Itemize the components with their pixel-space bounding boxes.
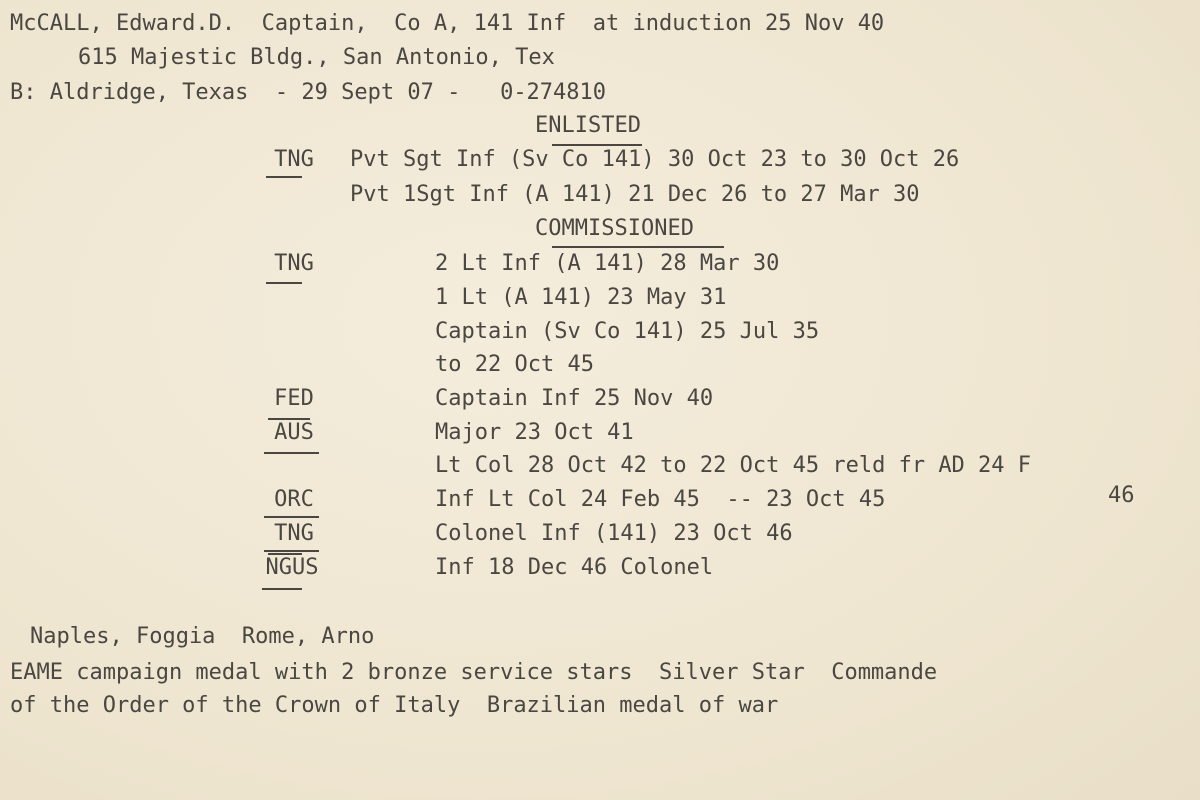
commissioned-entry: to 22 Oct 45 <box>435 352 594 377</box>
margin-note: 46 <box>1108 483 1135 508</box>
code-underline <box>266 282 302 284</box>
name-line: McCALL, Edward.D. Captain, Co A, 141 Inf at induction 25 Nov 40 <box>10 11 885 36</box>
service-code-aus: AUS <box>274 420 314 445</box>
code-overline <box>268 553 302 555</box>
service-code-tng: TNG <box>274 521 314 546</box>
campaigns-line: Naples, Foggia Rome, Arno <box>30 624 375 649</box>
service-code-tng: TNG <box>274 147 314 172</box>
commissioned-entry: Inf Lt Col 24 Feb 45 -- 23 Oct 45 <box>435 487 886 512</box>
birth-line: B: Aldridge, Texas - 29 Sept 07 - 0-274810 <box>10 80 607 105</box>
commissioned-entry: Lt Col 28 Oct 42 to 22 Oct 45 reld fr AD 24 F <box>435 453 1032 478</box>
enlisted-heading: ENLISTED <box>535 113 641 138</box>
code-underline <box>264 516 319 518</box>
enlisted-entry: Pvt 1Sgt Inf (A 141) 21 Dec 26 to 27 Mar 30 <box>350 182 920 207</box>
commissioned-entry: Major 23 Oct 41 <box>435 420 634 445</box>
commissioned-entry: Captain Inf 25 Nov 40 <box>435 386 714 411</box>
commissioned-entry: 1 Lt (A 141) 23 May 31 <box>435 285 727 310</box>
entry-overline <box>552 246 724 248</box>
commissioned-entry: Captain (Sv Co 141) 25 Jul 35 <box>435 319 820 344</box>
service-code-tng: TNG <box>274 251 314 276</box>
service-code-orc: ORC <box>274 487 314 512</box>
commissioned-entry: Inf 18 Dec 46 Colonel <box>435 555 714 580</box>
code-underline <box>264 550 319 552</box>
address-line: 615 Majestic Bldg., San Antonio, Tex <box>78 45 555 70</box>
enlisted-entry: Pvt Sgt Inf (Sv Co 141) 30 Oct 23 to 30 Oct 26 <box>350 147 960 172</box>
service-code-ngus: NGUS <box>265 555 319 580</box>
service-code-fed: FED <box>274 386 314 411</box>
code-underline <box>262 588 302 590</box>
entry-overline <box>552 144 642 146</box>
code-overline <box>268 418 310 420</box>
code-underline <box>264 452 319 454</box>
commissioned-heading: COMMISSIONED <box>535 216 694 241</box>
awards-line: of the Order of the Crown of Italy Brazilian medal of war <box>10 693 779 718</box>
code-underline <box>266 176 302 178</box>
commissioned-entry: Colonel Inf (141) 23 Oct 46 <box>435 521 793 546</box>
commissioned-entry: 2 Lt Inf (A 141) 28 Mar 30 <box>435 251 780 276</box>
awards-line: EAME campaign medal with 2 bronze service stars Silver Star Commande <box>10 660 938 685</box>
